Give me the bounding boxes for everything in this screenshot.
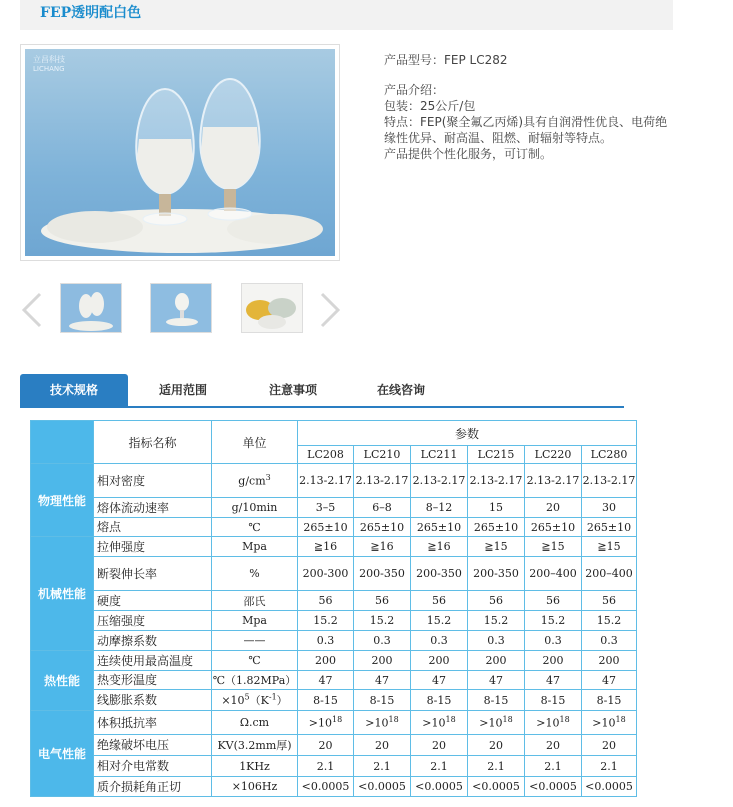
chevron-left-icon [20,292,44,328]
param-value: $>10^{18}$ [582,711,637,735]
param-value: 47 [298,671,354,690]
param-value: 47 [468,671,525,690]
param-name: 连续使用最高温度 [94,651,212,671]
param-value: 2.1 [411,756,468,777]
param-name: 压缩强度 [94,611,212,631]
param-value: 15.2 [525,611,582,631]
grade-header: LC208 [298,446,354,464]
param-value: 20 [411,735,468,756]
param-value: $>10^{18}$ [298,711,354,735]
product-packaging: 包装：25公斤/包 [384,99,476,113]
param-value: 20 [354,735,411,756]
watermark-text-en: LICHANG [33,65,65,73]
param-value: $>10^{18}$ [354,711,411,735]
param-value: 200 [582,651,637,671]
tab-consult[interactable]: 在线咨询 [376,383,425,397]
product-service: 产品提供个性化服务，可订制。 [384,147,553,161]
param-value: 8–12 [411,498,468,518]
param-value: 47 [411,671,468,690]
param-value: 200 [354,651,411,671]
gallery-prev-button[interactable] [20,292,44,328]
page-title: FEP透明配白色 [40,5,142,21]
grade-header: LC215 [468,446,525,464]
header-params: 参数 [298,421,637,446]
param-value: 200 [468,651,525,671]
param-value: 2.13-2.17 [411,464,468,498]
param-value: 0.3 [354,631,411,651]
category-cell: 电气性能 [31,711,94,797]
thumbnail-image [242,284,302,332]
param-unit: $\times 10^5(K^{-1})$ [212,690,298,711]
param-value: 0.3 [525,631,582,651]
param-value: 200 [411,651,468,671]
param-value: <0.0005 [525,777,582,797]
param-value: <0.0005 [354,777,411,797]
thumbnail-3[interactable] [241,283,303,333]
param-value: 265±10 [582,518,637,537]
param-value: <0.0005 [411,777,468,797]
param-value: 20 [298,735,354,756]
product-photo [25,49,335,256]
param-unit: ℃（1.82MPa） [212,671,298,690]
param-value: 200-350 [411,557,468,591]
param-value: ≧16 [298,537,354,557]
param-value: 200–400 [582,557,637,591]
param-name: 体积抵抗率 [94,711,212,735]
param-value: 56 [298,591,354,611]
grade-header: LC220 [525,446,582,464]
param-value: 2.13-2.17 [525,464,582,498]
param-value: 2.1 [298,756,354,777]
param-name: 熔体流动速率 [94,498,212,518]
param-value: 56 [411,591,468,611]
thumbnail-image [151,284,211,332]
param-value: <0.0005 [298,777,354,797]
param-value: 8-15 [525,690,582,711]
param-name: 相对密度 [94,464,212,498]
param-value: 2.1 [525,756,582,777]
tab-specs[interactable]: 技术规格 [20,374,128,406]
param-name: 断裂伸长率 [94,557,212,591]
param-name: 热变形温度 [94,671,212,690]
param-value: 0.3 [582,631,637,651]
param-name: 质介损耗角正切 [94,777,212,797]
param-unit: Mpa [212,537,298,557]
param-value: 200 [525,651,582,671]
gallery-next-button[interactable] [318,292,342,328]
param-value: 20 [525,735,582,756]
param-unit: Ω.cm [212,711,298,735]
tab-notes[interactable]: 注意事项 [268,383,317,397]
param-value: 20 [525,498,582,518]
param-value: 47 [582,671,637,690]
param-name: 绝缘破坏电压 [94,735,212,756]
param-value: $>10^{18}$ [411,711,468,735]
param-value: ≧16 [354,537,411,557]
param-value: 2.13-2.17 [354,464,411,498]
watermark-logo [33,55,65,74]
param-unit: 邵氏 [212,591,298,611]
param-value: 0.3 [411,631,468,651]
param-value: 265±10 [298,518,354,537]
title-bar [20,0,673,30]
param-value: 56 [354,591,411,611]
param-name: 动摩擦系数 [94,631,212,651]
main-product-image [20,44,340,261]
param-value: 2.13-2.17 [468,464,525,498]
param-value: ≧15 [468,537,525,557]
param-value: 56 [582,591,637,611]
param-value: 56 [468,591,525,611]
param-value: 15.2 [582,611,637,631]
param-value: 8-15 [411,690,468,711]
param-unit: $g/cm^3$ [212,464,298,498]
param-unit: ×106Hz [212,777,298,797]
param-value: 3–5 [298,498,354,518]
thumbnail-1[interactable] [60,283,122,333]
param-value: 2.1 [468,756,525,777]
param-value: <0.0005 [468,777,525,797]
param-value: 200-300 [298,557,354,591]
tab-bar [20,374,624,408]
param-unit: ℃ [212,651,298,671]
param-value: 265±10 [354,518,411,537]
param-value: 30 [582,498,637,518]
grade-header: LC210 [354,446,411,464]
param-value: <0.0005 [582,777,637,797]
param-unit: % [212,557,298,591]
param-name: 熔点 [94,518,212,537]
param-name: 硬度 [94,591,212,611]
param-value: 47 [525,671,582,690]
chevron-right-icon [318,292,342,328]
category-cell: 机械性能 [31,537,94,651]
corner-cell [31,421,94,464]
product-intro-label: 产品介绍： [384,83,445,97]
param-value: 15 [468,498,525,518]
product-model: 产品型号：FEP LC282 [384,53,508,67]
param-unit: —— [212,631,298,651]
param-value: 56 [525,591,582,611]
param-value: 8-15 [298,690,354,711]
param-value: 15.2 [298,611,354,631]
watermark-text: 立昌科技 [33,55,65,64]
param-value: 200-350 [354,557,411,591]
param-unit: KV(3.2mm厚) [212,735,298,756]
param-value: 8-15 [582,690,637,711]
param-unit: Mpa [212,611,298,631]
grade-header: LC211 [411,446,468,464]
param-name: 线膨胀系数 [94,690,212,711]
param-value: 20 [468,735,525,756]
param-unit: g/10min [212,498,298,518]
param-value: 6–8 [354,498,411,518]
param-unit: 1KHz [212,756,298,777]
param-value: 15.2 [468,611,525,631]
category-cell: 物理性能 [31,464,94,537]
header-unit: 单位 [212,421,298,464]
thumbnail-2[interactable] [150,283,212,333]
param-value: 2.13-2.17 [298,464,354,498]
param-value: 15.2 [411,611,468,631]
param-value: $>10^{18}$ [468,711,525,735]
param-value: 200-350 [468,557,525,591]
param-value: 265±10 [468,518,525,537]
product-features: 特点：FEP(聚全氟乙丙烯)具有自润滑性优良、电荷绝缘性优异、耐高温、阻燃、耐辐射等特点。 [384,115,668,145]
param-value: 47 [354,671,411,690]
header-name: 指标名称 [94,421,212,464]
param-unit: ℃ [212,518,298,537]
param-value: 200–400 [525,557,582,591]
product-info [384,52,674,162]
param-value: 15.2 [354,611,411,631]
tab-applications[interactable]: 适用范围 [158,383,207,397]
param-value: ≧16 [411,537,468,557]
param-value: ≧15 [525,537,582,557]
param-name: 相对介电常数 [94,756,212,777]
grade-header: LC280 [582,446,637,464]
param-value: 2.1 [354,756,411,777]
param-value: 200 [298,651,354,671]
param-name: 拉伸强度 [94,537,212,557]
thumbnail-image [61,284,121,332]
param-value: ≧15 [582,537,637,557]
param-value: 2.1 [582,756,637,777]
param-value: 2.13-2.17 [582,464,637,498]
spec-table [30,420,637,797]
param-value: 265±10 [411,518,468,537]
param-value: 0.3 [468,631,525,651]
param-value: 20 [582,735,637,756]
param-value: 8-15 [354,690,411,711]
param-value: 8-15 [468,690,525,711]
category-cell: 热性能 [31,651,94,711]
param-value: 265±10 [525,518,582,537]
param-value: 0.3 [298,631,354,651]
param-value: $>10^{18}$ [525,711,582,735]
